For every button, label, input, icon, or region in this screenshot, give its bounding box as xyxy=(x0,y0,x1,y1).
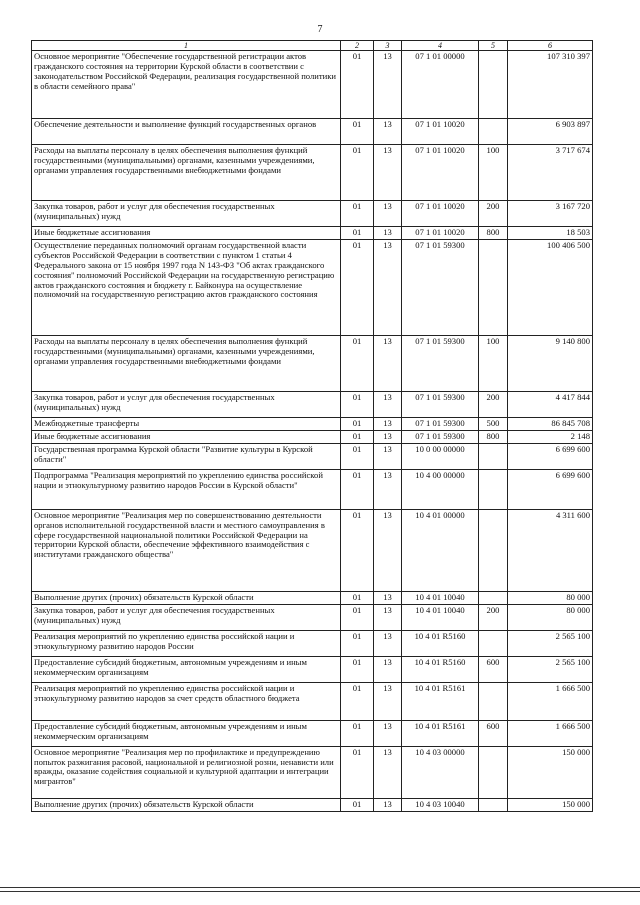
row-target-article: 10 4 01 R5161 xyxy=(402,720,479,746)
row-section: 01 xyxy=(341,418,374,431)
row-section: 01 xyxy=(341,119,374,145)
row-subsection: 13 xyxy=(374,591,402,604)
row-subsection: 13 xyxy=(374,392,402,418)
row-subsection: 13 xyxy=(374,443,402,469)
row-name: Расходы на выплаты персоналу в целях обеспечения выполнения функций государственными (муниципальными) органами, казенными учреждениями, органами управления государственными внебюджетными фондами xyxy=(32,145,341,201)
budget-table xyxy=(31,40,593,812)
row-expense-type xyxy=(479,591,508,604)
table-row xyxy=(32,746,593,798)
table-row xyxy=(32,336,593,392)
row-target-article: 07 1 01 59300 xyxy=(402,418,479,431)
row-subsection: 13 xyxy=(374,720,402,746)
row-name: Обеспечение деятельности и выполнение функций государственных органов xyxy=(32,119,341,145)
row-target-article: 10 4 01 00000 xyxy=(402,509,479,591)
row-section: 01 xyxy=(341,51,374,119)
row-expense-type: 100 xyxy=(479,145,508,201)
row-name: Подпрограмма "Реализация мероприятий по укреплению единства российской нации и этнокультурному развитию народов России в Курской области" xyxy=(32,469,341,509)
row-target-article: 10 4 01 R5160 xyxy=(402,630,479,656)
row-expense-type: 600 xyxy=(479,656,508,682)
row-target-article: 07 1 01 10020 xyxy=(402,119,479,145)
row-amount: 86 845 708 xyxy=(508,418,593,431)
row-name: Расходы на выплаты персоналу в целях обеспечения выполнения функций государственными (муниципальными) органами, казенными учреждениями, органами управления государственными внебюджетными фондами xyxy=(32,336,341,392)
row-name: Предоставление субсидий бюджетным, автономным учреждениям и иным некоммерческим организациям xyxy=(32,720,341,746)
row-subsection: 13 xyxy=(374,604,402,630)
table-row xyxy=(32,604,593,630)
page-number: 7 xyxy=(317,24,323,35)
row-target-article: 10 4 01 R5160 xyxy=(402,656,479,682)
col-header-subsection: 3 xyxy=(374,41,402,51)
row-target-article: 07 1 01 59300 xyxy=(402,430,479,443)
table-row xyxy=(32,720,593,746)
table-row xyxy=(32,418,593,431)
row-expense-type: 600 xyxy=(479,720,508,746)
row-name: Выполнение других (прочих) обязательств Курской области xyxy=(32,591,341,604)
row-name: Реализация мероприятий по укреплению единства российской нации и этнокультурному развитию народов России xyxy=(32,630,341,656)
row-subsection: 13 xyxy=(374,51,402,119)
row-expense-type xyxy=(479,509,508,591)
table-row xyxy=(32,469,593,509)
row-expense-type xyxy=(479,240,508,336)
table-row xyxy=(32,145,593,201)
row-target-article: 07 1 01 10020 xyxy=(402,145,479,201)
table-row xyxy=(32,227,593,240)
header-row xyxy=(32,41,593,51)
row-subsection: 13 xyxy=(374,509,402,591)
row-target-article: 07 1 01 59300 xyxy=(402,240,479,336)
col-header-target-article: 4 xyxy=(402,41,479,51)
row-expense-type: 800 xyxy=(479,227,508,240)
row-name: Закупка товаров, работ и услуг для обеспечения государственных (муниципальных) нужд xyxy=(32,392,341,418)
col-header-amount: 6 xyxy=(508,41,593,51)
row-name: Иные бюджетные ассигнования xyxy=(32,430,341,443)
row-amount: 2 148 xyxy=(508,430,593,443)
row-subsection: 13 xyxy=(374,119,402,145)
row-expense-type xyxy=(479,798,508,811)
table-row xyxy=(32,509,593,591)
table-row xyxy=(32,119,593,145)
table-row xyxy=(32,430,593,443)
bottom-rule-2 xyxy=(0,891,640,892)
row-subsection: 13 xyxy=(374,469,402,509)
row-name: Межбюджетные трансферты xyxy=(32,418,341,431)
row-expense-type: 800 xyxy=(479,430,508,443)
row-name: Закупка товаров, работ и услуг для обеспечения государственных (муниципальных) нужд xyxy=(32,604,341,630)
row-subsection: 13 xyxy=(374,430,402,443)
row-expense-type: 200 xyxy=(479,201,508,227)
row-amount: 2 565 100 xyxy=(508,656,593,682)
table-row xyxy=(32,392,593,418)
row-subsection: 13 xyxy=(374,798,402,811)
row-subsection: 13 xyxy=(374,682,402,720)
row-expense-type: 500 xyxy=(479,418,508,431)
row-name: Выполнение других (прочих) обязательств Курской области xyxy=(32,798,341,811)
row-expense-type xyxy=(479,682,508,720)
row-amount: 150 000 xyxy=(508,746,593,798)
row-subsection: 13 xyxy=(374,145,402,201)
row-target-article: 10 4 01 10040 xyxy=(402,591,479,604)
col-header-name: 1 xyxy=(32,41,341,51)
row-amount: 6 699 600 xyxy=(508,443,593,469)
row-amount: 3 167 720 xyxy=(508,201,593,227)
row-section: 01 xyxy=(341,720,374,746)
table-row xyxy=(32,630,593,656)
row-section: 01 xyxy=(341,336,374,392)
bottom-rule xyxy=(0,887,640,888)
row-target-article: 10 4 03 00000 xyxy=(402,746,479,798)
row-section: 01 xyxy=(341,746,374,798)
row-expense-type xyxy=(479,469,508,509)
row-section: 01 xyxy=(341,798,374,811)
row-name: Государственная программа Курской области "Развитие культуры в Курской области" xyxy=(32,443,341,469)
row-expense-type xyxy=(479,443,508,469)
row-target-article: 07 1 01 10020 xyxy=(402,227,479,240)
row-section: 01 xyxy=(341,443,374,469)
row-name: Закупка товаров, работ и услуг для обеспечения государственных (муниципальных) нужд xyxy=(32,201,341,227)
table-row xyxy=(32,240,593,336)
row-expense-type: 200 xyxy=(479,392,508,418)
row-name: Основное мероприятие "Обеспечение государственной регистрации актов гражданского состояния на территории Курской области в соответствии с законодательством Российской Федерации, реализация государственной политики в области семейного права" xyxy=(32,51,341,119)
table-row xyxy=(32,591,593,604)
row-section: 01 xyxy=(341,682,374,720)
row-section: 01 xyxy=(341,145,374,201)
row-amount: 107 310 397 xyxy=(508,51,593,119)
row-expense-type xyxy=(479,746,508,798)
row-amount: 3 717 674 xyxy=(508,145,593,201)
row-section: 01 xyxy=(341,201,374,227)
table-row xyxy=(32,656,593,682)
col-header-expense-type: 5 xyxy=(479,41,508,51)
row-expense-type xyxy=(479,630,508,656)
row-amount: 150 000 xyxy=(508,798,593,811)
table-row xyxy=(32,443,593,469)
row-subsection: 13 xyxy=(374,746,402,798)
row-expense-type xyxy=(479,51,508,119)
row-target-article: 10 4 03 10040 xyxy=(402,798,479,811)
row-subsection: 13 xyxy=(374,240,402,336)
row-target-article: 07 1 01 10020 xyxy=(402,201,479,227)
row-section: 01 xyxy=(341,469,374,509)
row-section: 01 xyxy=(341,591,374,604)
row-amount: 100 406 500 xyxy=(508,240,593,336)
table-row xyxy=(32,798,593,811)
row-name: Основное мероприятие "Реализация мер по профилактике и предупреждению попыток разжигания расовой, национальной и религиозной розни, ненависти или вражды, оказание содействия социальной и культурной адаптации и интеграции мигрантов" xyxy=(32,746,341,798)
row-amount: 4 417 844 xyxy=(508,392,593,418)
row-subsection: 13 xyxy=(374,418,402,431)
row-expense-type xyxy=(479,119,508,145)
row-subsection: 13 xyxy=(374,227,402,240)
row-name: Предоставление субсидий бюджетным, автономным учреждениям и иным некоммерческим организациям xyxy=(32,656,341,682)
row-name: Реализация мероприятий по укреплению единства российской нации и этнокультурному развитию народов за счет средств областного бюджета xyxy=(32,682,341,720)
row-amount: 2 565 100 xyxy=(508,630,593,656)
table-row xyxy=(32,51,593,119)
table-row xyxy=(32,201,593,227)
row-section: 01 xyxy=(341,604,374,630)
row-amount: 1 666 500 xyxy=(508,720,593,746)
row-subsection: 13 xyxy=(374,656,402,682)
row-amount: 6 903 897 xyxy=(508,119,593,145)
row-amount: 4 311 600 xyxy=(508,509,593,591)
row-target-article: 07 1 01 59300 xyxy=(402,336,479,392)
row-amount: 80 000 xyxy=(508,591,593,604)
row-section: 01 xyxy=(341,509,374,591)
row-name: Осуществление переданных полномочий органам государственной власти субъектов Российской Федерации в соответствии с пунктом 1 статьи 4 Федерального закона от 15 ноября 1997 года N 143-ФЗ "Об актах гражданского состояния" полномочий Российской Федерации на государственную регистрацию актов гражданского состояния и бюджету г. Байконура на осуществление полномочий на государственную регистрацию актов гражданского состояния xyxy=(32,240,341,336)
row-target-article: 10 0 00 00000 xyxy=(402,443,479,469)
row-section: 01 xyxy=(341,240,374,336)
row-name: Основное мероприятие "Реализация мер по совершенствованию деятельности органов исполнительной государственной власти и местного самоуправления в сфере государственной национальной политики Российской Федерации на территории Курской области, обеспечение эффективного взаимодействия с институтами гражданского общества" xyxy=(32,509,341,591)
row-name: Иные бюджетные ассигнования xyxy=(32,227,341,240)
row-amount: 1 666 500 xyxy=(508,682,593,720)
row-section: 01 xyxy=(341,227,374,240)
row-target-article: 10 4 01 R5161 xyxy=(402,682,479,720)
row-amount: 80 000 xyxy=(508,604,593,630)
row-section: 01 xyxy=(341,656,374,682)
row-target-article: 07 1 01 00000 xyxy=(402,51,479,119)
row-section: 01 xyxy=(341,392,374,418)
row-target-article: 07 1 01 59300 xyxy=(402,392,479,418)
row-subsection: 13 xyxy=(374,336,402,392)
row-amount: 18 503 xyxy=(508,227,593,240)
row-target-article: 10 4 01 10040 xyxy=(402,604,479,630)
row-amount: 6 699 600 xyxy=(508,469,593,509)
row-amount: 9 140 800 xyxy=(508,336,593,392)
row-expense-type: 200 xyxy=(479,604,508,630)
row-subsection: 13 xyxy=(374,630,402,656)
table-row xyxy=(32,682,593,720)
row-subsection: 13 xyxy=(374,201,402,227)
row-expense-type: 100 xyxy=(479,336,508,392)
row-section: 01 xyxy=(341,630,374,656)
row-section: 01 xyxy=(341,430,374,443)
col-header-section: 2 xyxy=(341,41,374,51)
row-target-article: 10 4 00 00000 xyxy=(402,469,479,509)
